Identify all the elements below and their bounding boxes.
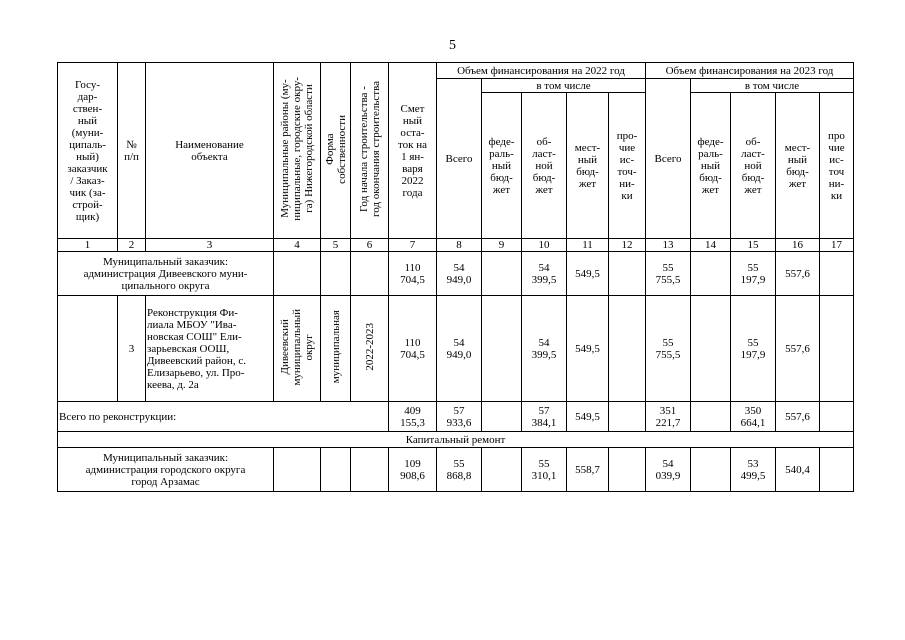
- page-number: 5: [449, 38, 456, 53]
- cell: [351, 252, 389, 296]
- header-regional-2022: об- ласт- ной бюд- жет: [522, 93, 567, 239]
- cell-federal-2023: [691, 402, 731, 432]
- cell-other-2023: [820, 252, 854, 296]
- header-customer: Госу- дар- ствен- ный (муни- ципаль- ный) заказчик / Заказ- чик (за- строй- щик): [58, 63, 118, 239]
- header-including-2022: в том числе: [482, 79, 646, 93]
- col-number: 15: [731, 239, 776, 252]
- cell-regional-2023: 350 664,1: [731, 402, 776, 432]
- cell-federal-2022: [482, 402, 522, 432]
- col-number: 12: [609, 239, 646, 252]
- customer-label: Муниципальный заказчик: администрация городского округа город Арзамас: [58, 448, 274, 492]
- header-total-2023: Всего: [646, 79, 691, 239]
- header-federal-2023: феде- раль- ный бюд- жет: [691, 93, 731, 239]
- col-number: 4: [274, 239, 321, 252]
- cell-local-2023: 557,6: [776, 402, 820, 432]
- object-row: [58, 296, 854, 402]
- cell-other-2023: [820, 402, 854, 432]
- cell: [274, 448, 321, 492]
- cell-regional-2022: 55 310,1: [522, 448, 567, 492]
- total-label: Всего по реконструкции:: [58, 402, 389, 432]
- col-number: 9: [482, 239, 522, 252]
- cell-other-2023: [820, 296, 854, 402]
- cell-federal-2023: [691, 252, 731, 296]
- col-number: 1: [58, 239, 118, 252]
- cell-regional-2022: 57 384,1: [522, 402, 567, 432]
- cell-balance: 110 704,5: [389, 296, 437, 402]
- cell-total-2022: 54 949,0: [437, 252, 482, 296]
- cell-total-2023: 55 755,5: [646, 296, 691, 402]
- cell-local-2022: 549,5: [567, 296, 609, 402]
- header-total-2022: Всего: [437, 79, 482, 239]
- cell-local-2023: 557,6: [776, 252, 820, 296]
- cell-other-2022: [609, 448, 646, 492]
- column-number-row: [58, 239, 854, 252]
- header-fin-2022: Объем финансирования на 2022 год: [437, 63, 646, 79]
- header-local-2023: мест- ный бюд- жет: [776, 93, 820, 239]
- cell-balance: 409 155,3: [389, 402, 437, 432]
- cell-federal-2023: [691, 448, 731, 492]
- col-number: 7: [389, 239, 437, 252]
- header-balance: Смет ный оста- ток на 1 ян- варя 2022 года: [389, 63, 437, 239]
- cell-federal-2022: [482, 448, 522, 492]
- col-number: 14: [691, 239, 731, 252]
- cell-regional-2023: 53 499,5: [731, 448, 776, 492]
- cell-years: 2022-2023: [351, 296, 389, 402]
- col-number: 2: [118, 239, 146, 252]
- cell-local-2022: 558,7: [567, 448, 609, 492]
- header-regional-2023: об- ласт- ной бюд- жет: [731, 93, 776, 239]
- cell-other-2022: [609, 252, 646, 296]
- cell-local-2022: 549,5: [567, 402, 609, 432]
- header-federal-2022: феде- раль- ный бюд- жет: [482, 93, 522, 239]
- customer-row-arzamas: [58, 448, 854, 492]
- col-number: 5: [321, 239, 351, 252]
- header-num: № п/п: [118, 63, 146, 239]
- col-number: 6: [351, 239, 389, 252]
- cell-balance: 109 908,6: [389, 448, 437, 492]
- col-number: 3: [146, 239, 274, 252]
- col-number: 17: [820, 239, 854, 252]
- header-fin-2023: Объем финансирования на 2023 год: [646, 63, 854, 79]
- cell-total-2023: 55 755,5: [646, 252, 691, 296]
- cell-district: Дивеевский муниципальный округ: [274, 296, 321, 402]
- cell-total-2023: 351 221,7: [646, 402, 691, 432]
- cell-total-2023: 54 039,9: [646, 448, 691, 492]
- cell-local-2023: 557,6: [776, 296, 820, 402]
- cell-other-2022: [609, 402, 646, 432]
- col-number: 11: [567, 239, 609, 252]
- cell: [321, 252, 351, 296]
- customer-row-diveevo: [58, 252, 854, 296]
- cell: [351, 448, 389, 492]
- header-local-2022: мест- ный бюд- жет: [567, 93, 609, 239]
- cell-total-2022: 57 933,6: [437, 402, 482, 432]
- col-number: 10: [522, 239, 567, 252]
- cell-num: 3: [118, 296, 146, 402]
- col-number: 16: [776, 239, 820, 252]
- cell-object-name: Реконструкция Фи- лиала МБОУ "Ива- новская СОШ" Ели- зарьевская ООШ, Дивеевский район, с. Елизарьево, ул. Про- кеева, д. 2а: [146, 296, 274, 402]
- financing-table: [57, 62, 854, 492]
- total-reconstruction-row: [58, 402, 854, 432]
- header-other-2022: про- чие ис- точ- ни- ки: [609, 93, 646, 239]
- header-ownership: Форма собственности: [321, 63, 351, 239]
- cell-regional-2022: 54 399,5: [522, 252, 567, 296]
- col-number: 13: [646, 239, 691, 252]
- header-districts: Муниципальные районы (му- ниципальные, городские окру- га) Нижегородской области: [274, 63, 321, 239]
- cell: [274, 252, 321, 296]
- cell-regional-2022: 54 399,5: [522, 296, 567, 402]
- section-capital-repair: Капитальный ремонт: [58, 432, 854, 448]
- cell-federal-2023: [691, 296, 731, 402]
- cell-local-2022: 549,5: [567, 252, 609, 296]
- cell-ownership: муниципальная: [321, 296, 351, 402]
- header-object-name: Наименование объекта: [146, 63, 274, 239]
- cell-federal-2022: [482, 296, 522, 402]
- cell-local-2023: 540,4: [776, 448, 820, 492]
- cell-total-2022: 54 949,0: [437, 296, 482, 402]
- cell-other-2023: [820, 448, 854, 492]
- cell: [321, 448, 351, 492]
- cell-balance: 110 704,5: [389, 252, 437, 296]
- cell-regional-2023: 55 197,9: [731, 296, 776, 402]
- header-including-2023: в том числе: [691, 79, 854, 93]
- header-years: Год начала строительства - год окончания строительства: [351, 63, 389, 239]
- cell-total-2022: 55 868,8: [437, 448, 482, 492]
- section-row: [58, 432, 854, 448]
- cell-federal-2022: [482, 252, 522, 296]
- cell-other-2022: [609, 296, 646, 402]
- col-number: 8: [437, 239, 482, 252]
- header-other-2023: про чие ис- точ ни- ки: [820, 93, 854, 239]
- cell-regional-2023: 55 197,9: [731, 252, 776, 296]
- cell: [58, 296, 118, 402]
- customer-label: Муниципальный заказчик: администрация Дивеевского муни- ципального округа: [58, 252, 274, 296]
